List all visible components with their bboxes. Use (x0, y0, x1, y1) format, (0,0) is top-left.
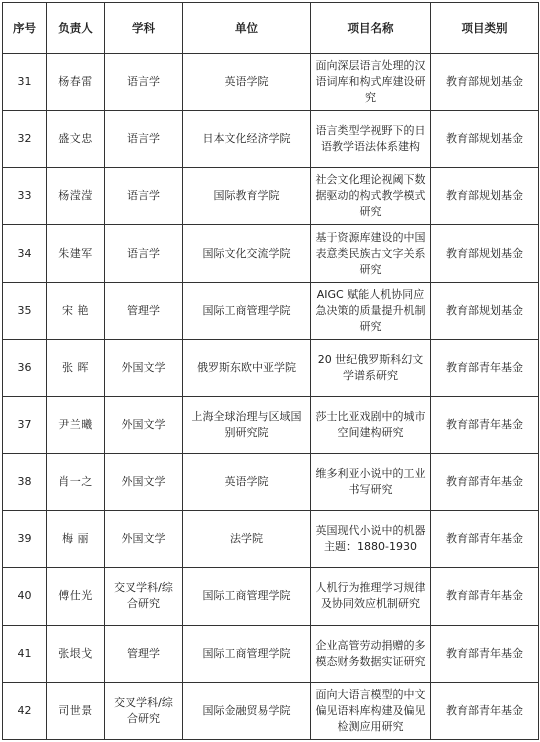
cell-leader: 司世景 (47, 682, 105, 739)
cell-subject: 外国文学 (105, 396, 183, 453)
cell-category: 教育部规划基金 (431, 282, 539, 339)
cell-leader: 尹兰曦 (47, 396, 105, 453)
table-row (3, 568, 539, 625)
cell-leader: 朱建军 (47, 225, 105, 282)
cell-category: 教育部规划基金 (431, 54, 539, 111)
cell-title: 维多利亚小说中的工业书写研究 (311, 454, 431, 511)
cell-title: 面向大语言模型的中文偏见语料库构建及偏见检测应用研究 (311, 682, 431, 739)
cell-no: 41 (3, 625, 47, 682)
cell-title: 莎士比亚戏剧中的城市空间建构研究 (311, 396, 431, 453)
cell-no: 34 (3, 225, 47, 282)
project-table (2, 2, 539, 740)
cell-leader: 杨春雷 (47, 54, 105, 111)
table-row (3, 282, 539, 339)
cell-unit: 国际教育学院 (183, 168, 311, 225)
cell-no: 32 (3, 111, 47, 168)
cell-subject: 语言学 (105, 225, 183, 282)
cell-no: 40 (3, 568, 47, 625)
header-category: 项目类别 (431, 3, 539, 54)
cell-subject: 语言学 (105, 168, 183, 225)
cell-subject: 交叉学科/综合研究 (105, 568, 183, 625)
cell-no: 35 (3, 282, 47, 339)
table-header-row (3, 3, 539, 54)
cell-title: 面向深层语言处理的汉语词库和构式库建设研究 (311, 54, 431, 111)
header-no: 序号 (3, 3, 47, 54)
table-row (3, 225, 539, 282)
cell-title: 20 世纪俄罗斯科幻文学谱系研究 (311, 339, 431, 396)
cell-no: 37 (3, 396, 47, 453)
cell-subject: 外国文学 (105, 339, 183, 396)
cell-leader: 梅 丽 (47, 511, 105, 568)
cell-unit: 英语学院 (183, 454, 311, 511)
cell-subject: 管理学 (105, 282, 183, 339)
cell-category: 教育部青年基金 (431, 568, 539, 625)
table-row (3, 111, 539, 168)
cell-subject: 语言学 (105, 54, 183, 111)
cell-title: 英国现代小说中的机器主题：1880-1930 (311, 511, 431, 568)
cell-unit: 国际工商管理学院 (183, 282, 311, 339)
cell-leader: 傅仕光 (47, 568, 105, 625)
table-row (3, 625, 539, 682)
cell-category: 教育部青年基金 (431, 454, 539, 511)
cell-category: 教育部青年基金 (431, 511, 539, 568)
cell-title: 基于资源库建设的中国表意类民族古文字关系研究 (311, 225, 431, 282)
cell-no: 39 (3, 511, 47, 568)
header-title: 项目名称 (311, 3, 431, 54)
cell-leader: 盛文忠 (47, 111, 105, 168)
table-row (3, 54, 539, 111)
cell-subject: 管理学 (105, 625, 183, 682)
cell-no: 42 (3, 682, 47, 739)
cell-title: 人机行为推理学习规律及协同效应机制研究 (311, 568, 431, 625)
cell-no: 31 (3, 54, 47, 111)
table-row (3, 454, 539, 511)
cell-unit: 国际文化交流学院 (183, 225, 311, 282)
header-subject: 学科 (105, 3, 183, 54)
cell-unit: 日本文化经济学院 (183, 111, 311, 168)
cell-leader: 杨滢滢 (47, 168, 105, 225)
cell-subject: 外国文学 (105, 454, 183, 511)
cell-subject: 交叉学科/综合研究 (105, 682, 183, 739)
cell-no: 33 (3, 168, 47, 225)
cell-category: 教育部规划基金 (431, 111, 539, 168)
cell-subject: 语言学 (105, 111, 183, 168)
cell-title: 语言类型学视野下的日语教学语法体系建构 (311, 111, 431, 168)
cell-category: 教育部青年基金 (431, 396, 539, 453)
cell-category: 教育部青年基金 (431, 339, 539, 396)
cell-no: 38 (3, 454, 47, 511)
header-unit: 单位 (183, 3, 311, 54)
table-row (3, 396, 539, 453)
table-row (3, 511, 539, 568)
cell-category: 教育部规划基金 (431, 168, 539, 225)
cell-subject: 外国文学 (105, 511, 183, 568)
cell-title: AIGC 赋能人机协同应急决策的质量提升机制研究 (311, 282, 431, 339)
table-row (3, 339, 539, 396)
cell-leader: 张 晖 (47, 339, 105, 396)
cell-category: 教育部规划基金 (431, 225, 539, 282)
cell-unit: 法学院 (183, 511, 311, 568)
cell-unit: 俄罗斯东欧中亚学院 (183, 339, 311, 396)
cell-title: 企业高管劳动捐赠的多模态财务数据实证研究 (311, 625, 431, 682)
cell-unit: 国际工商管理学院 (183, 625, 311, 682)
cell-leader: 张垠戈 (47, 625, 105, 682)
cell-unit: 国际金融贸易学院 (183, 682, 311, 739)
cell-unit: 国际工商管理学院 (183, 568, 311, 625)
cell-leader: 宋 艳 (47, 282, 105, 339)
cell-category: 教育部青年基金 (431, 682, 539, 739)
cell-category: 教育部青年基金 (431, 625, 539, 682)
table-row (3, 168, 539, 225)
cell-title: 社会文化理论视阈下数据驱动的构式教学模式研究 (311, 168, 431, 225)
cell-leader: 肖一之 (47, 454, 105, 511)
cell-no: 36 (3, 339, 47, 396)
table-row (3, 682, 539, 739)
cell-unit: 上海全球治理与区域国别研究院 (183, 396, 311, 453)
cell-unit: 英语学院 (183, 54, 311, 111)
header-leader: 负责人 (47, 3, 105, 54)
